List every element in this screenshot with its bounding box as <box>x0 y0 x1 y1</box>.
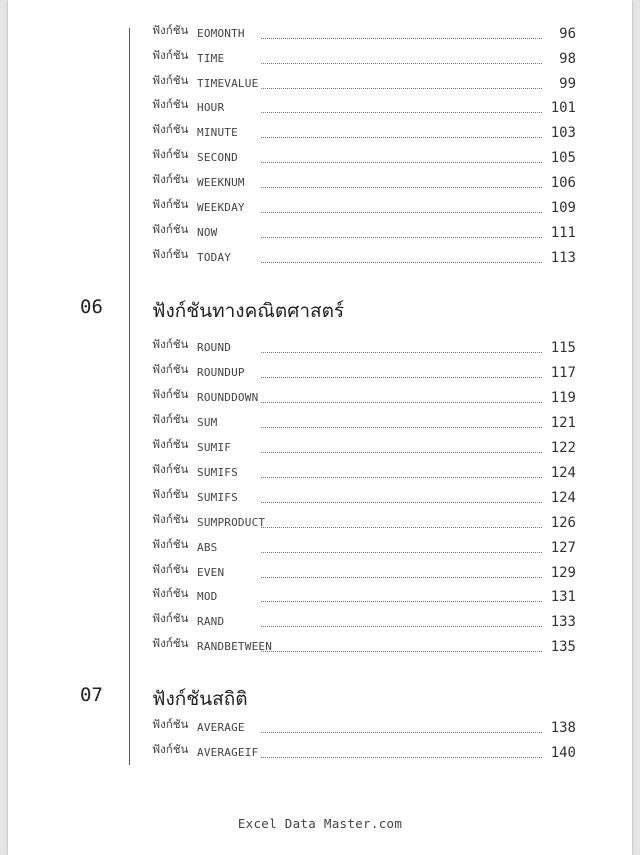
entry-function-name: TIME <box>197 52 225 65</box>
dot-leader <box>261 527 542 528</box>
chapter-number: 07 <box>80 684 103 706</box>
toc-entry <box>152 488 576 506</box>
dot-leader <box>261 651 542 652</box>
entry-page-number: 101 <box>550 100 576 116</box>
entry-prefix: ฟังก์ชัน <box>152 636 189 650</box>
entry-prefix: ฟังก์ชัน <box>152 362 189 376</box>
toc-entry <box>152 637 576 655</box>
toc-entry <box>152 24 576 42</box>
toc-entry <box>152 463 576 481</box>
entry-page-number: 117 <box>550 365 576 381</box>
toc-entry <box>152 363 576 381</box>
entry-function-name: RAND <box>197 615 225 628</box>
dot-leader <box>261 352 542 353</box>
dot-leader <box>261 137 542 138</box>
entry-page-number: 119 <box>550 390 576 406</box>
entry-page-number: 109 <box>550 200 576 216</box>
dot-leader <box>261 262 542 263</box>
entry-function-name: RANDBETWEEN <box>197 640 273 653</box>
entry-function-name: WEEKNUM <box>197 176 245 189</box>
dot-leader <box>261 63 542 64</box>
entry-prefix: ฟังก์ชัน <box>152 462 189 476</box>
entry-page-number: 131 <box>550 589 576 605</box>
entry-page-number: 127 <box>550 540 576 556</box>
dot-leader <box>261 577 542 578</box>
entry-function-name: AVERAGEIF <box>197 746 259 759</box>
entry-function-name: ROUND <box>197 341 232 354</box>
entry-prefix: ฟังก์ชัน <box>152 97 189 111</box>
entry-function-name: ROUNDDOWN <box>197 391 259 404</box>
entry-prefix: ฟังก์ชัน <box>152 387 189 401</box>
entry-prefix: ฟังก์ชัน <box>152 23 189 37</box>
dot-leader <box>261 427 542 428</box>
entry-page-number: 122 <box>550 440 576 456</box>
entry-page-number: 111 <box>550 225 576 241</box>
entry-function-name: ROUNDUP <box>197 366 245 379</box>
entry-function-name: MINUTE <box>197 126 238 139</box>
entry-page-number: 124 <box>550 465 576 481</box>
chapter-number: 06 <box>80 296 103 318</box>
toc-entry <box>152 49 576 67</box>
entry-function-name: SECOND <box>197 151 238 164</box>
toc-entry <box>152 413 576 431</box>
entry-prefix: ฟังก์ชัน <box>152 742 189 756</box>
entry-page-number: 105 <box>550 150 576 166</box>
toc-entry <box>152 743 576 761</box>
dot-leader <box>261 502 542 503</box>
entry-prefix: ฟังก์ชัน <box>152 611 189 625</box>
entry-prefix: ฟังก์ชัน <box>152 412 189 426</box>
entry-prefix: ฟังก์ชัน <box>152 512 189 526</box>
dot-leader <box>261 88 542 89</box>
toc-entry <box>152 388 576 406</box>
toc-entry <box>152 223 576 241</box>
toc-entry <box>152 248 576 266</box>
toc-entry <box>152 98 576 116</box>
dot-leader <box>261 38 542 39</box>
entry-page-number: 126 <box>550 515 576 531</box>
entry-prefix: ฟังก์ชัน <box>152 717 189 731</box>
dot-leader <box>261 402 542 403</box>
dot-leader <box>261 212 542 213</box>
toc-entry <box>152 718 576 736</box>
chapter-title: ฟังก์ชันทางคณิตศาสตร์ <box>152 300 345 322</box>
toc-entry <box>152 173 576 191</box>
toc-entry <box>152 438 576 456</box>
entry-page-number: 96 <box>559 26 576 42</box>
entry-page-number: 106 <box>550 175 576 191</box>
dot-leader <box>261 732 542 733</box>
entry-function-name: ABS <box>197 541 218 554</box>
entry-page-number: 103 <box>550 125 576 141</box>
entry-function-name: SUMPRODUCT <box>197 516 266 529</box>
dot-leader <box>261 112 542 113</box>
toc-entry <box>152 563 576 581</box>
entry-function-name: EOMONTH <box>197 27 245 40</box>
entry-function-name: TIMEVALUE <box>197 77 259 90</box>
entry-page-number: 135 <box>550 639 576 655</box>
entry-prefix: ฟังก์ชัน <box>152 586 189 600</box>
entry-function-name: EVEN <box>197 566 225 579</box>
entry-page-number: 133 <box>550 614 576 630</box>
entry-page-number: 121 <box>550 415 576 431</box>
dot-leader <box>261 187 542 188</box>
entry-page-number: 99 <box>559 76 576 92</box>
toc-entry <box>152 123 576 141</box>
entry-prefix: ฟังก์ชัน <box>152 537 189 551</box>
toc-entry <box>152 148 576 166</box>
entry-page-number: 98 <box>559 51 576 67</box>
toc-entry <box>152 338 576 356</box>
dot-leader <box>261 601 542 602</box>
entry-function-name: SUMIF <box>197 441 232 454</box>
dot-leader <box>261 757 542 758</box>
entry-prefix: ฟังก์ชัน <box>152 337 189 351</box>
entry-page-number: 129 <box>550 565 576 581</box>
toc-entry <box>152 513 576 531</box>
entry-page-number: 124 <box>550 490 576 506</box>
entry-prefix: ฟังก์ชัน <box>152 48 189 62</box>
toc-entry <box>152 74 576 92</box>
entry-prefix: ฟังก์ชัน <box>152 73 189 87</box>
entry-function-name: HOUR <box>197 101 225 114</box>
entry-prefix: ฟังก์ชัน <box>152 247 189 261</box>
entry-prefix: ฟังก์ชัน <box>152 487 189 501</box>
entry-function-name: WEEKDAY <box>197 201 245 214</box>
footer-site-name: Excel Data Master.com <box>237 816 403 831</box>
entry-page-number: 113 <box>550 250 576 266</box>
chapter-title: ฟังก์ชันสถิติ <box>152 688 248 710</box>
dot-leader <box>261 552 542 553</box>
entry-function-name: NOW <box>197 226 218 239</box>
entry-function-name: SUMIFS <box>197 466 238 479</box>
toc-entry <box>152 538 576 556</box>
entry-page-number: 115 <box>550 340 576 356</box>
dot-leader <box>261 452 542 453</box>
entry-function-name: SUMIFS <box>197 491 238 504</box>
dot-leader <box>261 377 542 378</box>
entry-prefix: ฟังก์ชัน <box>152 122 189 136</box>
entry-prefix: ฟังก์ชัน <box>152 172 189 186</box>
entry-function-name: SUM <box>197 416 218 429</box>
entry-prefix: ฟังก์ชัน <box>152 197 189 211</box>
dot-leader <box>261 626 542 627</box>
toc-entry <box>152 587 576 605</box>
toc-entry <box>152 198 576 216</box>
entry-function-name: MOD <box>197 590 218 603</box>
entry-prefix: ฟังก์ชัน <box>152 562 189 576</box>
vertical-rule <box>129 28 130 765</box>
entry-prefix: ฟังก์ชัน <box>152 222 189 236</box>
toc-entry <box>152 612 576 630</box>
entry-function-name: AVERAGE <box>197 721 245 734</box>
dot-leader <box>261 162 542 163</box>
entry-page-number: 140 <box>550 745 576 761</box>
entry-prefix: ฟังก์ชัน <box>152 437 189 451</box>
dot-leader <box>261 237 542 238</box>
entry-prefix: ฟังก์ชัน <box>152 147 189 161</box>
entry-function-name: TODAY <box>197 251 232 264</box>
entry-page-number: 138 <box>550 720 576 736</box>
dot-leader <box>261 477 542 478</box>
